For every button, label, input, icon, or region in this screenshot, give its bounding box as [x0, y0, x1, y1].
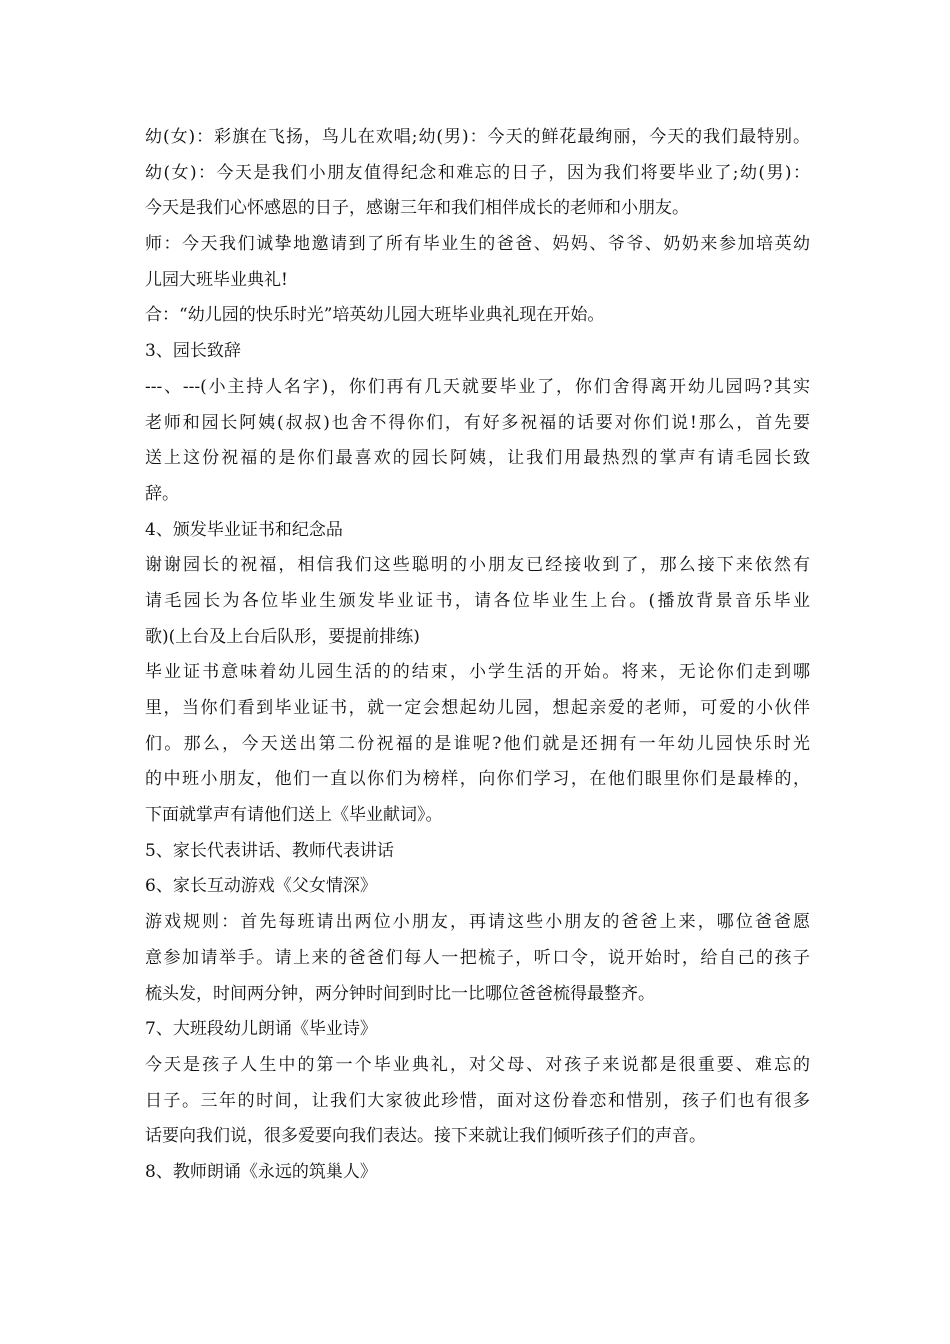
text-line: 下面就掌声有请他们送上《毕业献词》。 — [145, 805, 443, 826]
text-line: 意参加请举手。请上来的爸爸们每人一把梳子，听口令，说开始时，给自己的孩子 — [145, 947, 810, 968]
text-line: 辞。 — [145, 483, 179, 504]
text-line: 儿园大班毕业典礼! — [145, 269, 288, 290]
text-line: 里，当你们看到毕业证书，就一定会想起幼儿园，想起亲爱的老师，可爱的小伙伴 — [145, 698, 810, 718]
text-line: 毕业证书意味着幼儿园生活的的结束，小学生活的开始。将来，无论你们走到哪 — [145, 662, 810, 683]
text-line: 谢谢园长的祝福，相信我们这些聪明的小朋友已经接收到了，那么接下来依然有 — [145, 555, 810, 576]
text-line: 的中班小朋友，他们一直以你们为榜样，向你们学习，在他们眼里你们是最棒的， — [145, 769, 810, 790]
text-line: 4、颁发毕业证书和纪念品 — [145, 519, 343, 540]
text-line: 日子。三年的时间，让我们大家彼此珍惜，面对这份眷恋和惜别，孩子们也有很多 — [145, 1090, 810, 1111]
text-line: 梳头发，时间两分钟，两分钟时间到时比一比哪位爸爸梳得最整齐。 — [145, 983, 655, 1004]
text-line: 送上这份祝福的是你们最喜欢的园长阿姨，让我们用最热烈的掌声有请毛园长致 — [145, 448, 810, 469]
text-line: 师：今天我们诚挚地邀请到了所有毕业生的爸爸、妈妈、爷爷、奶奶来参加培英幼 — [145, 234, 810, 255]
text-line: 合：“幼儿园的快乐时光”培英幼儿园大班毕业典礼现在开始。 — [145, 305, 605, 326]
text-line: 6、家长互动游戏《父女情深》 — [145, 876, 377, 897]
text-line: 请毛园长为各位毕业生颁发毕业证书，请各位毕业生上台。(播放背景音乐毕业 — [145, 590, 810, 611]
text-line: 游戏规则：首先每班请出两位小朋友，再请这些小朋友的爸爸上来，哪位爸爸愿 — [145, 912, 810, 933]
text-line: 7、大班段幼儿朗诵《毕业诗》 — [145, 1019, 377, 1040]
text-line: 今天是孩子人生中的第一个毕业典礼，对父母、对孩子来说都是很重要、难忘的 — [145, 1054, 810, 1075]
text-line: ---、---(小主持人名字)，你们再有几天就要毕业了，你们舍得离开幼儿园吗?其实 — [145, 376, 810, 397]
text-line: 今天是我们心怀感恩的日子，感谢三年和我们相伴成长的老师和小朋友。 — [145, 198, 689, 219]
text-line: 老师和园长阿姨(叔叔)也舍不得你们，有好多祝福的话要对你们说!那么，首先要 — [145, 412, 810, 433]
text-line: 歌)(上台及上台后队形，要提前排练) — [145, 626, 420, 647]
text-line: 3、园长致辞 — [145, 341, 241, 362]
text-line: 幼(女)：今天是我们小朋友值得纪念和难忘的日子，因为我们将要毕业了;幼(男)： — [145, 162, 810, 183]
document-page — [145, 120, 810, 1191]
text-line: 们。那么，今天送出第二份祝福的是谁呢?他们就是还拥有一年幼儿园快乐时光 — [145, 733, 810, 754]
text-line: 话要向我们说，很多爱要向我们表达。接下来就让我们倾听孩子们的声音。 — [145, 1126, 706, 1147]
text-line: 幼(女)：彩旗在飞扬，鸟儿在欢唱;幼(男)：今天的鲜花最绚丽，今天的我们最特别。 — [145, 127, 810, 147]
text-line: 5、家长代表讲话、教师代表讲话 — [145, 840, 394, 861]
text-line: 8、教师朗诵《永远的筑巢人》 — [145, 1161, 377, 1182]
